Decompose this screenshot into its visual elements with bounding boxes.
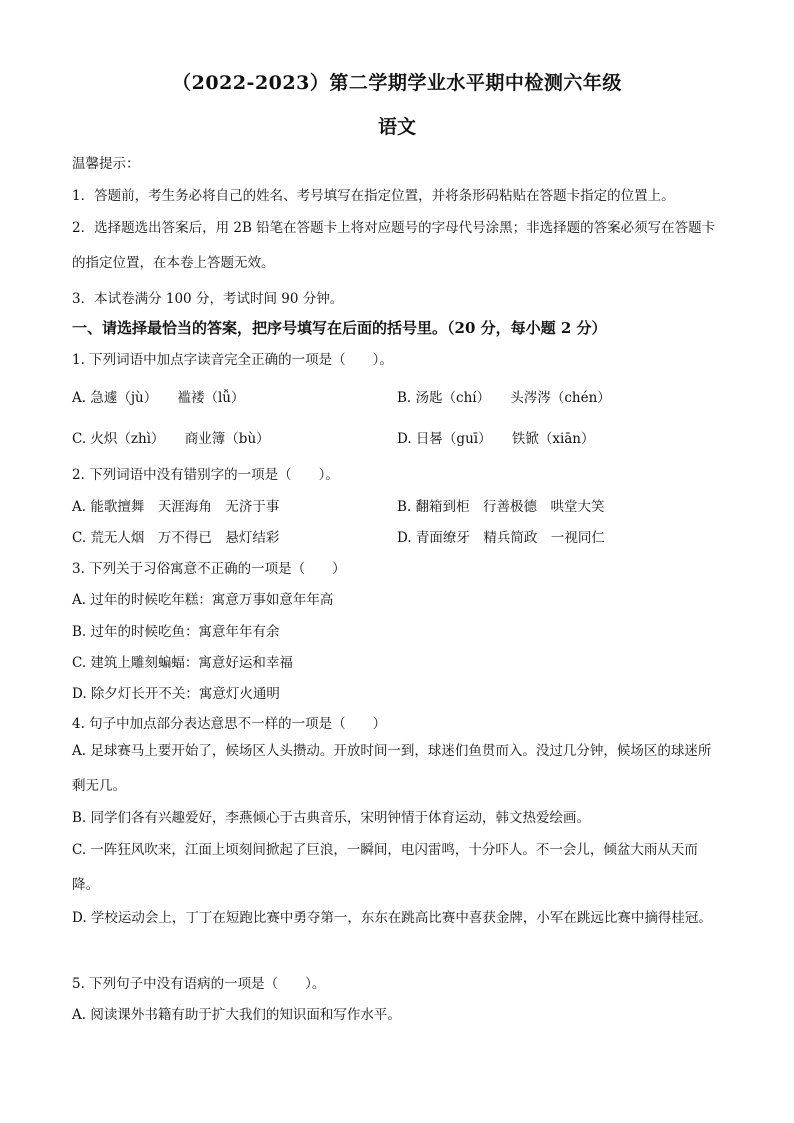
tip-item-3: 3．本试卷满分 100 分，考试时间 90 分钟。 [72, 291, 344, 307]
q4-option-b: B. 同学们各有兴趣爱好，李燕倾心于古典音乐，宋明钟情于体育运动，韩文热爱绘画。 [72, 810, 591, 826]
q3-option-b: B. 过年的时候吃鱼：寓意年年有余 [72, 624, 280, 640]
q1-option-b: B. 汤匙（chí） 头涔涔（chén） [397, 390, 611, 406]
q1-stem: 1. 下列词语中加点字读音完全正确的一项是（ ）。 [72, 352, 393, 368]
q3-option-c: C. 建筑上雕刻蝙蝠：寓意好运和幸福 [72, 655, 293, 671]
q2-option-b: B. 翻箱到柜 行善极德 哄堂大笑 [397, 499, 605, 515]
q3-option-d: D. 除夕灯长开不关：寓意灯火通明 [72, 686, 280, 702]
q4-option-a: A. 足球赛马上要开始了，候场区人头攒动。开放时间一到，球迷们鱼贯而入。没过几分钟，候场区的球迷所剩无几。 [72, 743, 712, 794]
q4-option-c: C. 一阵狂风吹来，江面上顷刻间掀起了巨浪，一瞬间，电闪雷鸣，十分吓人。不一会儿，倾盆大雨从天而降。 [72, 842, 698, 893]
subject-title: 语文 [377, 116, 416, 138]
page-title: （2022-2023）第二学期学业水平期中检测六年级 [172, 72, 622, 94]
q4-option-d: D. 学校运动会上，丁丁在短跑比赛中勇夺第一，东东在跳高比赛中喜获金牌，小军在跳远比赛中摘得桂冠。 [72, 910, 712, 926]
q2-option-d: D. 青面缭牙 精兵简政 一视同仁 [397, 530, 605, 546]
q5-option-a: A. 阅读课外书籍有助于扩大我们的知识面和写作水平。 [72, 1007, 401, 1023]
q5-stem: 5. 下列句子中没有语病的一项是（ ）。 [72, 976, 326, 992]
q1-option-a: A. 急遽（jù） 褴褛（lǚ） [72, 390, 245, 406]
q3-stem: 3. 下列关于习俗寓意不正确的一项是（ ） [72, 561, 346, 577]
tip-item-2: 2．选择题选出答案后，用 2B 铅笔在答题卡上将对应题号的字母代号涂黑；非选择题的答案必须写在答题卡的指定位置，在本卷上答题无效。 [72, 220, 716, 271]
q2-option-c: C. 荒无人烟 万不得已 悬灯结彩 [72, 530, 280, 546]
q2-option-a: A. 能歌擅舞 天涯海角 无济于事 [72, 499, 280, 515]
section-heading: 一、请选择最恰当的答案，把序号填写在后面的括号里。（20 分，每小题 2 分） [72, 319, 607, 337]
q1-option-c: C. 火炽（zhì） 商业簿（bù） [72, 431, 270, 447]
q2-stem: 2. 下列词语中没有错别字的一项是（ ）。 [72, 467, 339, 483]
q3-option-a: A. 过年的时候吃年糕：寓意万事如意年年高 [72, 592, 334, 608]
q1-option-d: D. 日晷（guī） 铁锨（xiān） [397, 431, 595, 447]
q4-stem: 4. 句子中加点部分表达意思不一样的一项是（ ） [72, 716, 387, 732]
tip-item-1: 1．答题前，考生务必将自己的姓名、考号填写在指定位置，并将条形码粘贴在答题卡指定的位置上。 [72, 188, 675, 204]
tips-label: 温馨提示： [72, 156, 140, 172]
